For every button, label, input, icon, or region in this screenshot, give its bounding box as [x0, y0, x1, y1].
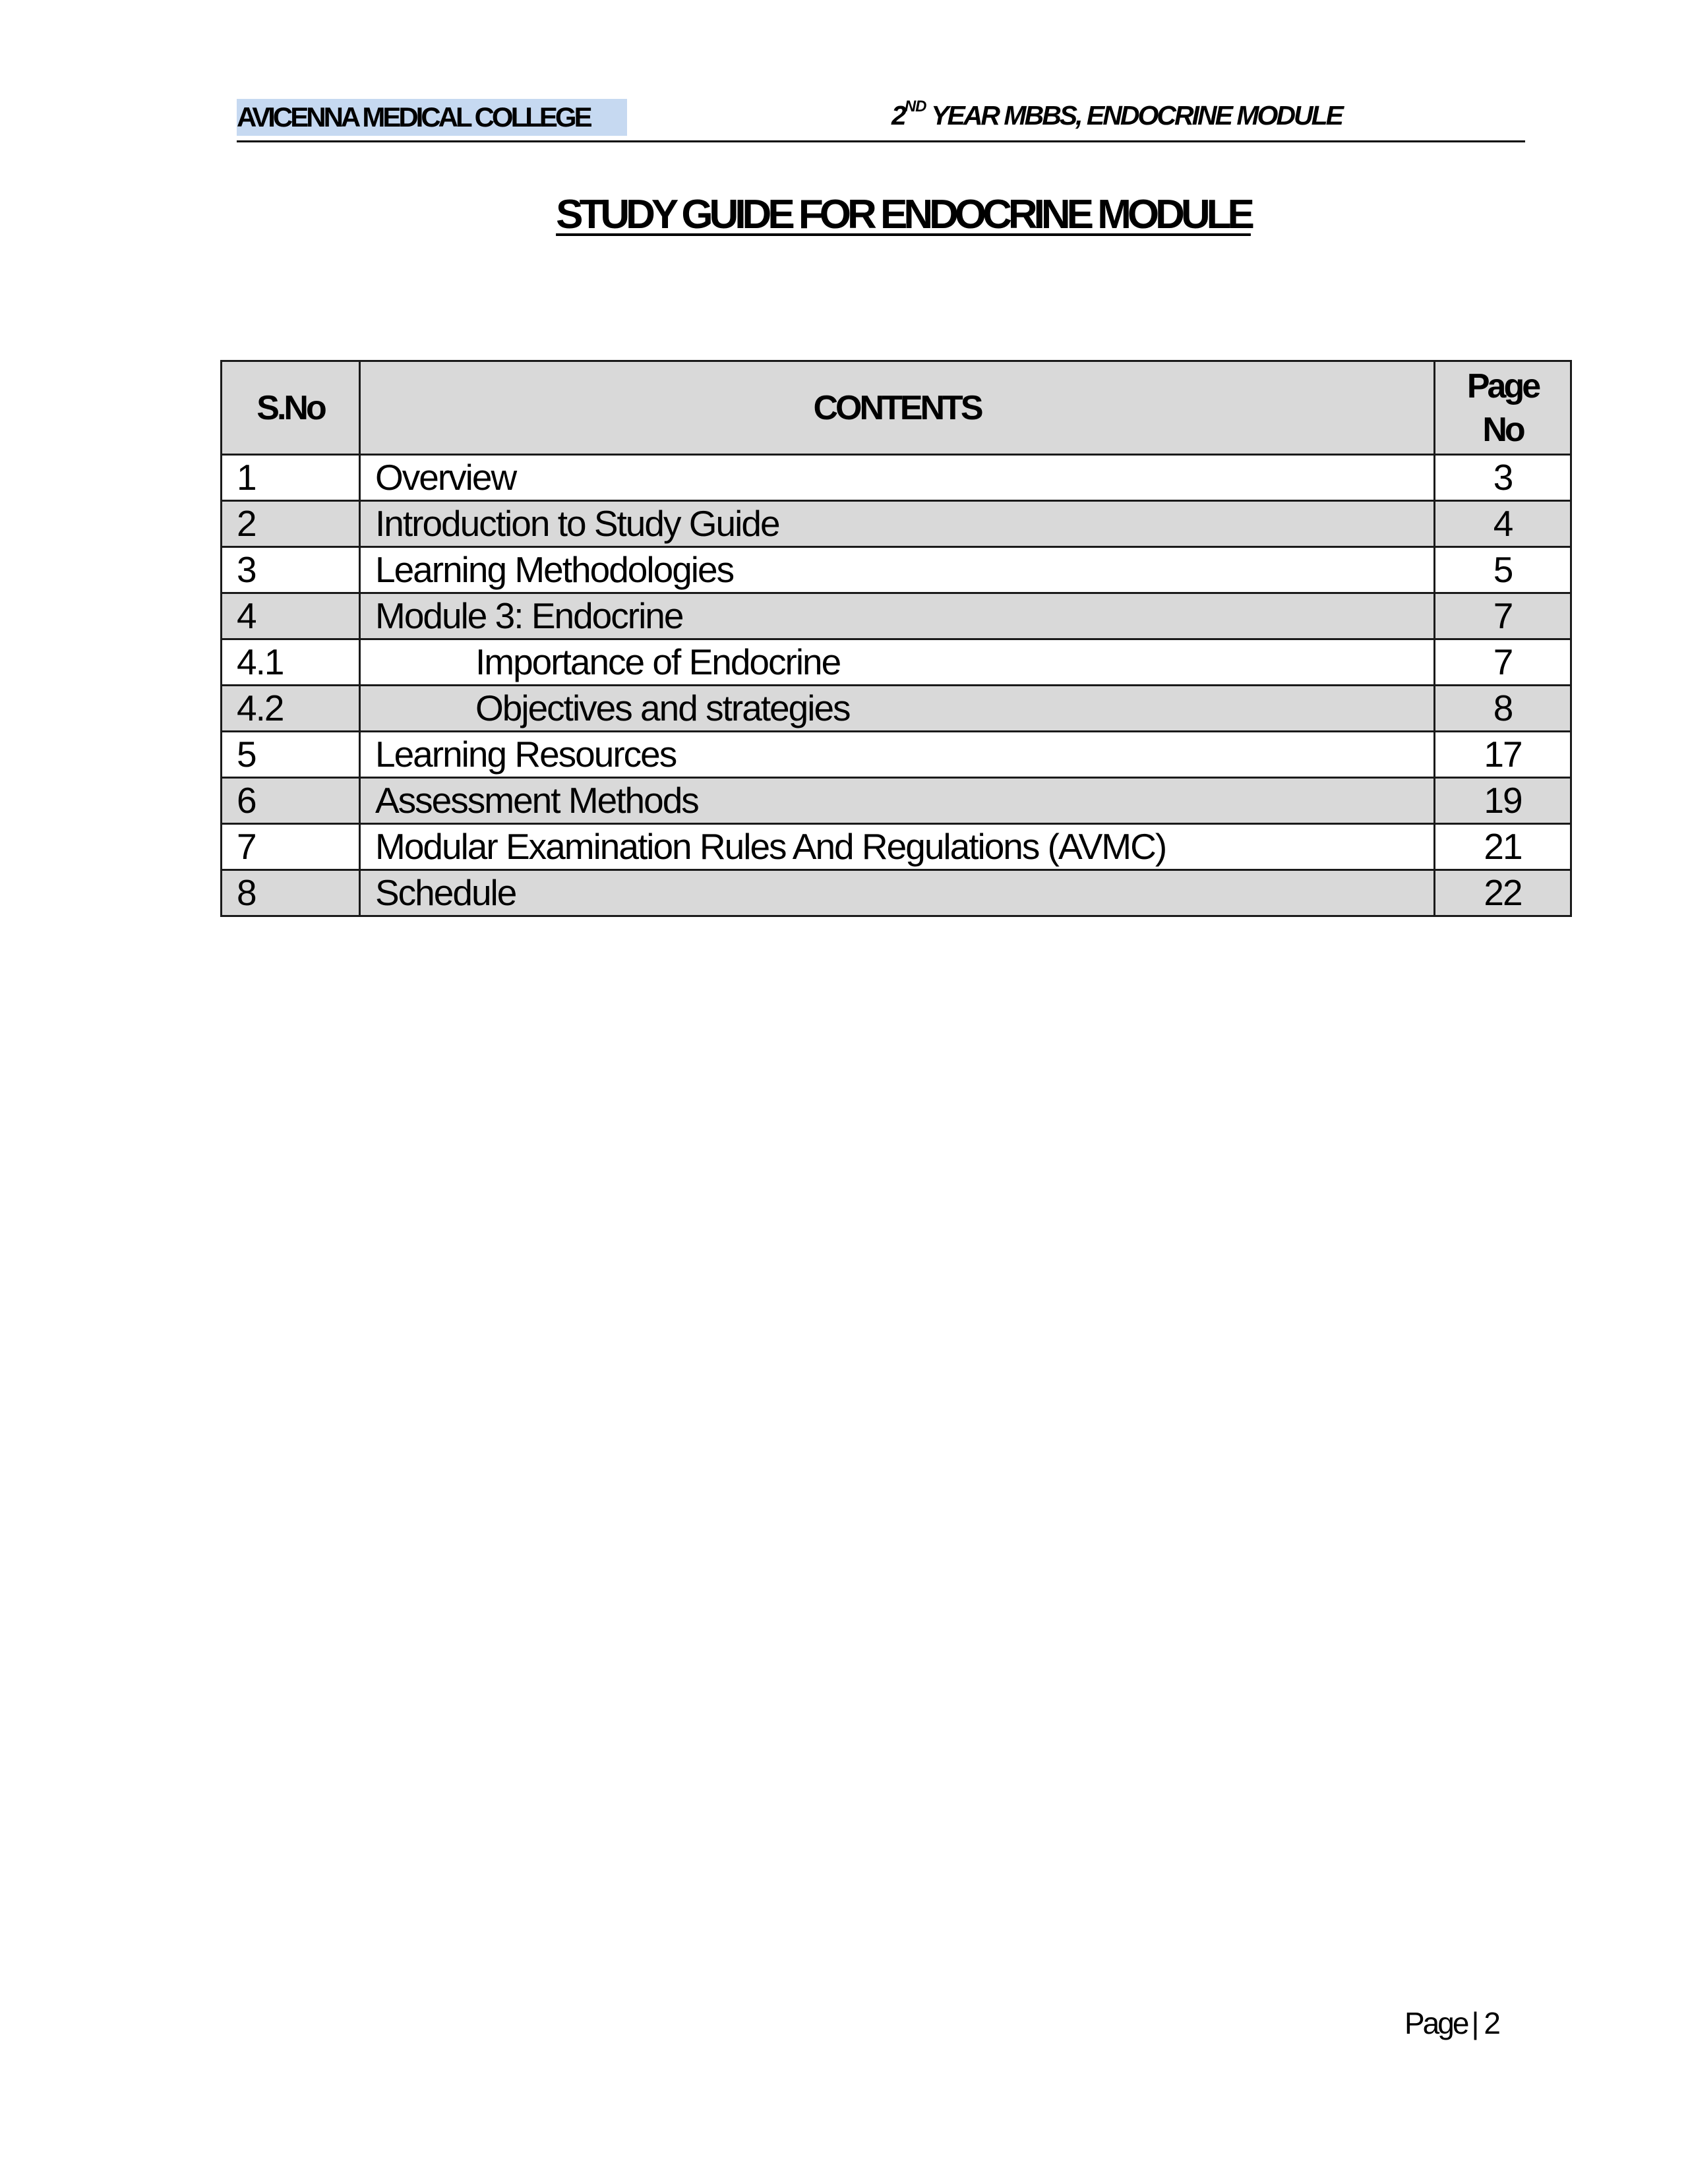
header-module-text: YEAR MBBS, ENDOCRINE MODULE: [926, 100, 1342, 131]
row-content: Modular Examination Rules And Regulations (AVMC): [360, 824, 1435, 870]
row-page: 21: [1435, 824, 1571, 870]
table-row: [222, 547, 1571, 593]
table-row: [222, 455, 1571, 501]
header-contents: CONTENTS: [360, 361, 1435, 455]
header-page-line1: Page: [1466, 367, 1539, 405]
row-page: 22: [1435, 870, 1571, 916]
table-row: [222, 870, 1571, 916]
row-sno: 4.2: [222, 686, 360, 732]
footer-page-label: Page: [1404, 2006, 1468, 2040]
row-sno: 4: [222, 593, 360, 639]
table-row: [222, 501, 1571, 547]
header-module-label: [891, 97, 1524, 134]
row-sno: 4.1: [222, 639, 360, 686]
row-sno: 8: [222, 870, 360, 916]
row-page: 7: [1435, 593, 1571, 639]
row-content: Introduction to Study Guide: [360, 501, 1435, 547]
row-content: Learning Methodologies: [360, 547, 1435, 593]
footer-page-number: 2: [1484, 2006, 1499, 2040]
row-page: 3: [1435, 455, 1571, 501]
row-sno: 3: [222, 547, 360, 593]
header-page-no: [1435, 361, 1571, 455]
page-title: STUDY GUIDE FOR ENDOCRINE MODULE: [556, 192, 1251, 237]
header-year-suffix: ND: [904, 98, 926, 115]
row-content: Schedule: [360, 870, 1435, 916]
header-page-line2: No: [1482, 410, 1523, 449]
row-page: 8: [1435, 686, 1571, 732]
contents-table: [220, 360, 1572, 917]
table-row: [222, 778, 1571, 824]
row-sno: 2: [222, 501, 360, 547]
row-content: Module 3: Endocrine: [360, 593, 1435, 639]
row-sno: 5: [222, 732, 360, 778]
row-sno: 6: [222, 778, 360, 824]
row-content: Learning Resources: [360, 732, 1435, 778]
table-row: [222, 732, 1571, 778]
table-header-row: [222, 361, 1571, 455]
footer-separator: |: [1471, 2006, 1478, 2040]
table-row: [222, 639, 1571, 686]
header-sno: S.No: [222, 361, 360, 455]
table-row: [222, 686, 1571, 732]
row-page: 5: [1435, 547, 1571, 593]
row-sno: 1: [222, 455, 360, 501]
row-content: Overview: [360, 455, 1435, 501]
page-footer: [1404, 2005, 1499, 2041]
row-sno: 7: [222, 824, 360, 870]
row-page: 17: [1435, 732, 1571, 778]
header-college-name: AVICENNA MEDICAL COLLEGE: [237, 99, 627, 136]
row-page: 19: [1435, 778, 1571, 824]
row-content: Objectives and strategies: [360, 686, 1435, 732]
row-page: 7: [1435, 639, 1571, 686]
table-row: [222, 824, 1571, 870]
row-content: Assessment Methods: [360, 778, 1435, 824]
page-header: [237, 97, 1525, 142]
row-content: Importance of Endocrine: [360, 639, 1435, 686]
row-page: 4: [1435, 501, 1571, 547]
header-year-number: 2: [891, 100, 905, 131]
table-row: [222, 593, 1571, 639]
